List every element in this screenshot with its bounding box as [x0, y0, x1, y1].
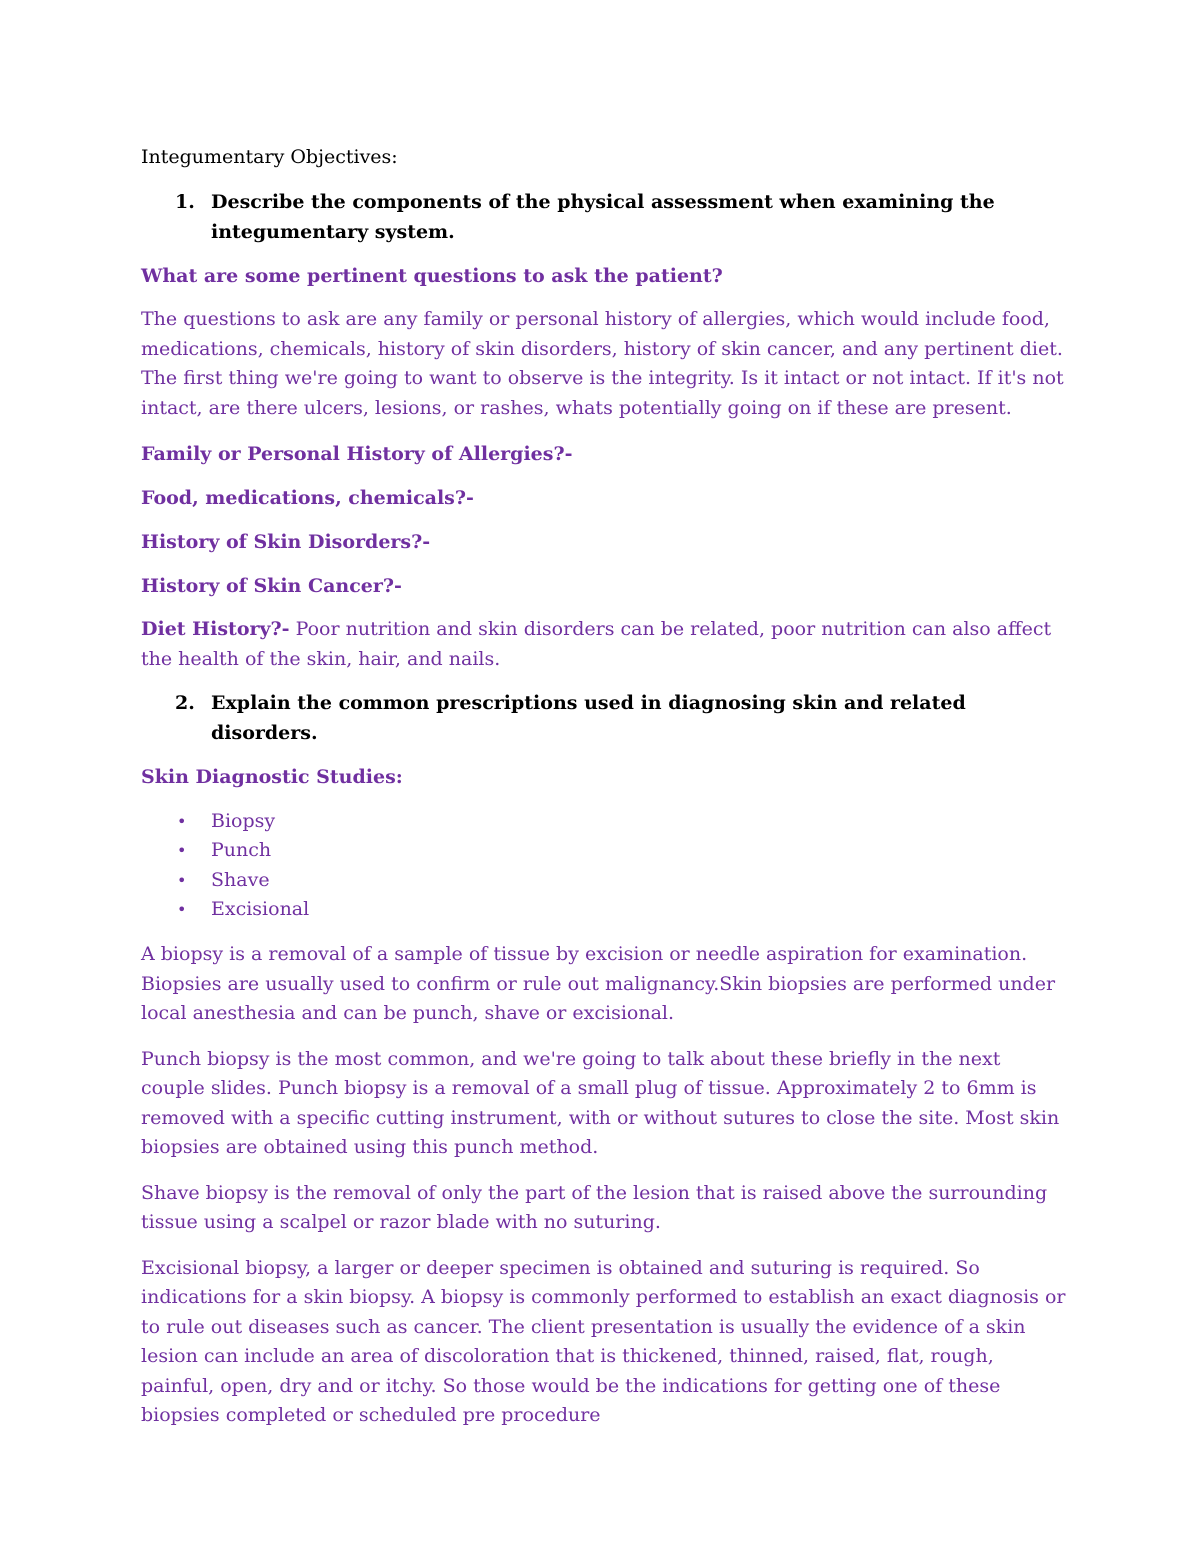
paragraph-biopsy: A biopsy is a removal of a sample of tissue by excision or needle aspiration for examination. Biopsies are usually used to confirm or rule out malignancy.Skin biopsies are performed under local anesthesia and can be punch, shave or excisional. — [141, 943, 1056, 1025]
studies-heading: Skin Diagnostic Studies: — [141, 766, 403, 788]
objective-2-number: 2. — [175, 692, 195, 714]
list-item-label: Shave — [211, 868, 270, 891]
history-item-skin-cancer: History of Skin Cancer?- — [141, 575, 402, 597]
list-item — [141, 866, 1066, 895]
question-heading: What are some pertinent questions to ask the patient? — [141, 265, 723, 287]
list-item-label: Biopsy — [211, 810, 276, 832]
paragraph-shave-biopsy: Shave biopsy is the removal of only the part of the lesion that is raised above the surrounding tissue using a scalpel or razor blade with no suturing. — [141, 1181, 1048, 1234]
bullet-icon: • — [177, 870, 187, 890]
history-item-skin-disorders: History of Skin Disorders?- — [141, 531, 431, 553]
studies-list — [141, 807, 1066, 924]
objective-1 — [141, 187, 1066, 247]
diet-history-text: Poor nutrition and skin disorders can be related, poor nutrition can also affect the health of the skin, hair, and nails. — [141, 618, 1052, 670]
document-page — [141, 143, 1066, 1447]
diet-history-label: Diet History?- — [141, 618, 290, 640]
intro-paragraph: The questions to ask are any family or personal history of allergies, which would include food, medications, chemicals, history of skin disorders, history of skin cancer, and any pertinent diet. The first thing we're going to want to observe is the integrity. Is it intact or not intact. If it's not intact, are there ulcers, lesions, or rashes, whats potentially going on if these are present. — [141, 308, 1064, 419]
objective-1-number: 1. — [175, 191, 195, 213]
objective-2-text: Explain the common prescriptions used in diagnosing skin and related disorders. — [211, 692, 966, 744]
list-item-label: Punch — [211, 839, 272, 862]
objective-1-text: Describe the components of the physical assessment when examining the integumentary system. — [211, 191, 995, 243]
list-item-label: Excisional — [211, 897, 310, 920]
page-title: Integumentary Objectives: — [141, 146, 398, 168]
bullet-icon: • — [177, 841, 187, 861]
history-item-food: Food, medications, chemicals?- — [141, 487, 474, 509]
paragraph-excisional-biopsy: Excisional biopsy, a larger or deeper specimen is obtained and suturing is required. So indications for a skin biopsy. A biopsy is commonly performed to establish an exact diagnosis or to rule out diseases such as cancer. The client presentation is usually the evidence of a skin lesion can include an area of discoloration that is thickened, thinned, raised, flat, rough, painful, open, dry and or itchy. So those would be the indications for getting one of these biopsies completed or scheduled pre procedure — [141, 1256, 1066, 1427]
history-item-allergies: Family or Personal History of Allergies?- — [141, 443, 573, 465]
list-item — [141, 895, 1066, 924]
bullet-icon: • — [177, 899, 187, 919]
diet-history — [141, 615, 1066, 674]
paragraph-punch-biopsy: Punch biopsy is the most common, and we're going to talk about these briefly in the next couple slides. Punch biopsy is a removal of a small plug of tissue. Approximately 2 to 6mm is removed with a specific cutting instrument, with or without sutures to close the site. Most skin biopsies are obtained using this punch method. — [141, 1047, 1060, 1159]
objective-2 — [141, 688, 1066, 748]
bullet-icon: • — [177, 812, 187, 831]
list-item — [141, 836, 1066, 865]
list-item — [141, 807, 1066, 836]
